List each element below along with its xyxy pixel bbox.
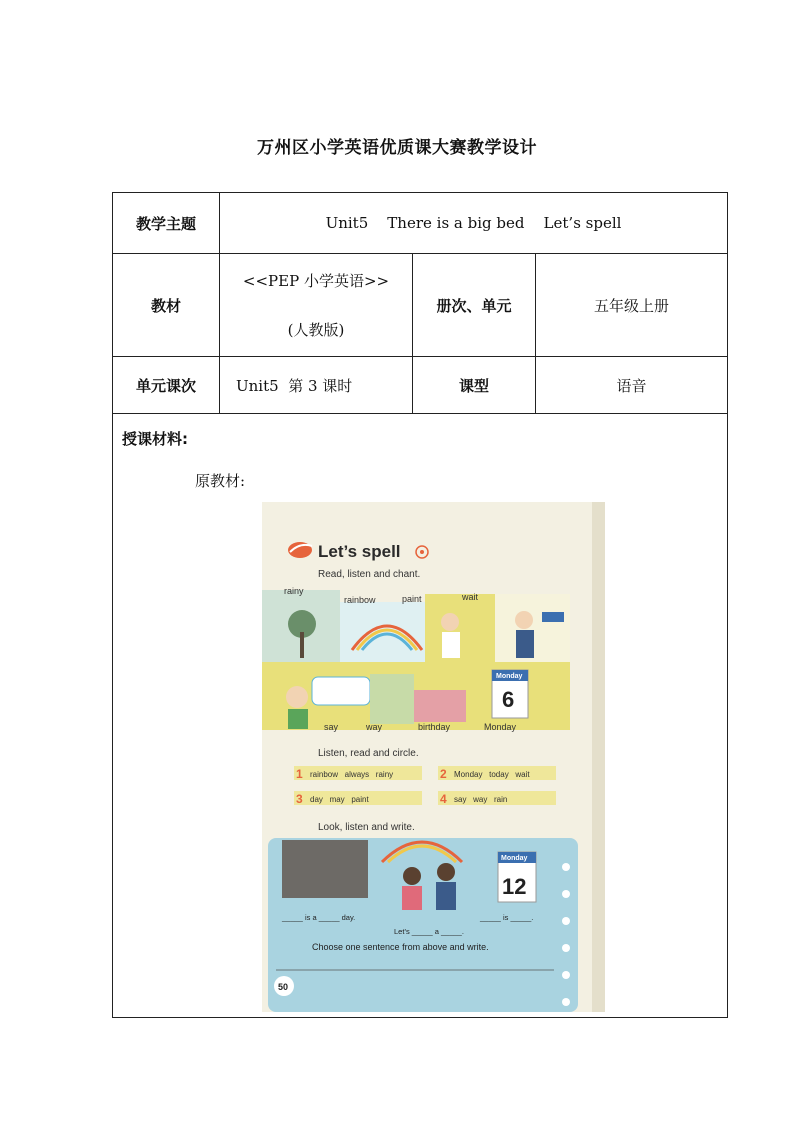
- painter-illustration: [441, 613, 459, 631]
- word-say: say: [324, 722, 339, 732]
- volume-label: 册次、单元: [413, 254, 536, 357]
- document-title: 万州区小学英语优质课大赛教学设计: [257, 138, 537, 158]
- boy-illustration: [286, 686, 308, 708]
- textbook-heading: Let’s spell: [318, 542, 401, 561]
- circle-num-1: 1: [296, 767, 303, 781]
- word-rainy: rainy: [284, 586, 304, 596]
- instruction-choose-sentence: Choose one sentence from above and write.: [312, 942, 489, 952]
- topic-value: Unit5 There is a big bed Let’s spell: [220, 193, 728, 254]
- instruction-listen-read-circle: Listen, read and circle.: [318, 748, 419, 759]
- material-value-line2: (人教版): [287, 321, 345, 339]
- children-painting-illustration: [403, 867, 421, 885]
- word-monday: Monday: [484, 722, 517, 732]
- word-birthday: birthday: [418, 722, 451, 732]
- chant-illustration-middle: [262, 662, 570, 730]
- map-illustration: [370, 674, 414, 724]
- calendar2-date: 12: [502, 874, 527, 899]
- cake-illustration: [414, 690, 466, 722]
- calendar1-day: Monday: [496, 673, 523, 680]
- type-value: 语音: [536, 357, 728, 414]
- material-value: [220, 254, 413, 357]
- lesson-info-table: [112, 192, 728, 1018]
- speech-bubble: [312, 677, 370, 705]
- teaching-materials-label: 授课材料:: [122, 430, 188, 448]
- write-exercise-panel: [268, 838, 578, 1012]
- teaching-materials-cell: [113, 414, 728, 1018]
- rainy-window-illustration: [282, 840, 368, 898]
- calendar2-day: Monday: [501, 855, 528, 862]
- blank-sentence-1: _____ is a _____ day.: [282, 913, 356, 922]
- instruction-look-listen-write: Look, listen and write.: [318, 822, 415, 833]
- waiter-illustration: [515, 611, 533, 629]
- circle-words-1: rainbow always rainy: [310, 770, 394, 779]
- circle-num-4: 4: [440, 792, 447, 806]
- textbook-page-image: [262, 502, 605, 1012]
- word-paint: paint: [402, 594, 422, 604]
- type-label: 课型: [413, 357, 536, 414]
- word-way: way: [366, 722, 383, 732]
- material-label: 教材: [113, 254, 220, 357]
- word-wait: wait: [462, 592, 479, 602]
- binder-hole: [562, 863, 570, 871]
- material-value-line1: <<PEP 小学英语>>: [242, 272, 390, 290]
- word-rainbow: rainbow: [344, 595, 376, 605]
- textbook-page-gutter: [592, 502, 605, 1012]
- calendar1-date: 6: [502, 687, 515, 712]
- lets-spell-icon: [288, 542, 312, 558]
- page-number: 50: [278, 982, 289, 992]
- lesson-label: 单元课次: [113, 357, 220, 414]
- blank-sentence-2: _____ is _____.: [480, 913, 534, 922]
- circle-words-2: Monday today wait: [454, 770, 530, 779]
- circle-num-2: 2: [440, 767, 447, 781]
- blank-sentence-3: Let’s _____ a _____.: [394, 927, 464, 936]
- circle-words-3: day may paint: [310, 795, 369, 804]
- topic-label: 教学主题: [113, 193, 220, 254]
- volume-value: 五年级上册: [536, 254, 728, 357]
- circle-num-3: 3: [296, 792, 303, 806]
- instruction-read-listen-chant: Read, listen and chant.: [318, 569, 421, 580]
- lesson-value: Unit5 第 3 课时: [220, 357, 413, 414]
- original-material-label: 原教材:: [195, 472, 246, 490]
- circle-words-4: say way rain: [454, 795, 508, 804]
